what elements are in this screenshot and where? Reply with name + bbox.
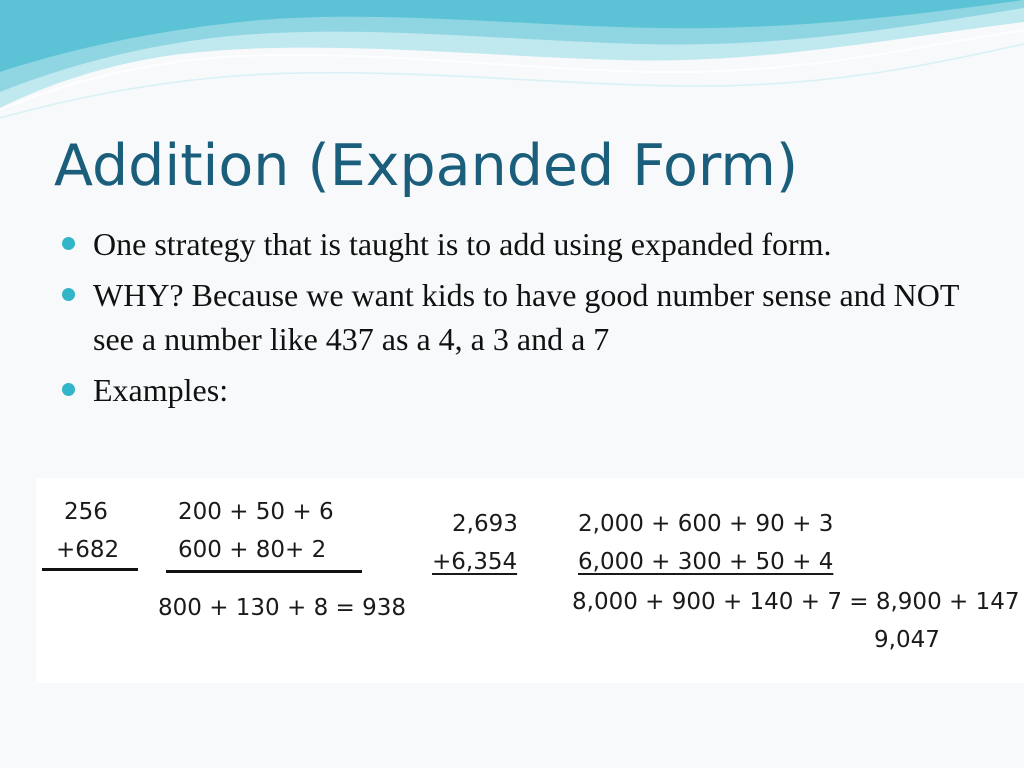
example1-addend-rule bbox=[42, 568, 138, 571]
bullet-text: Examples: bbox=[93, 372, 229, 408]
bullet-text: One strategy that is taught is to add using expanded form. bbox=[93, 226, 832, 262]
example1-expanded-bottom: 600 + 80+ 2 bbox=[178, 537, 327, 563]
bullet-item bbox=[62, 222, 982, 266]
example1-sum-line: 800 + 130 + 8 = 938 bbox=[158, 595, 407, 621]
bullet-dot-icon bbox=[62, 288, 75, 301]
example2-expanded-bottom: 6,000 + 300 + 50 + 4 bbox=[578, 549, 834, 575]
bullet-item bbox=[62, 273, 982, 361]
example2-sum-line: 8,000 + 900 + 140 + 7 = 8,900 + 147 bbox=[572, 589, 1020, 615]
bullet-dot-icon bbox=[62, 383, 75, 396]
example2-expanded-top: 2,000 + 600 + 90 + 3 bbox=[578, 511, 834, 537]
bullet-item bbox=[62, 368, 982, 412]
bullet-text: WHY? Because we want kids to have good number sense and NOT see a number like 437 as a 4, a 3 and a 7 bbox=[93, 277, 959, 357]
example2-result: 9,047 bbox=[874, 627, 940, 653]
example2-addend-top: 2,693 bbox=[452, 511, 518, 537]
slide-title: Addition (Expanded Form) bbox=[54, 133, 799, 199]
bullet-list bbox=[62, 222, 982, 419]
example1-expanded-top: 200 + 50 + 6 bbox=[178, 499, 334, 525]
header-wave-decoration bbox=[0, 0, 1024, 120]
example1-addend-bottom: +682 bbox=[56, 537, 120, 563]
example1-expanded-rule bbox=[166, 570, 362, 573]
example2-addend-bottom: +6,354 bbox=[432, 549, 518, 575]
examples-image bbox=[36, 478, 1024, 683]
example1-addend-top: 256 bbox=[64, 499, 108, 525]
bullet-dot-icon bbox=[62, 237, 75, 250]
